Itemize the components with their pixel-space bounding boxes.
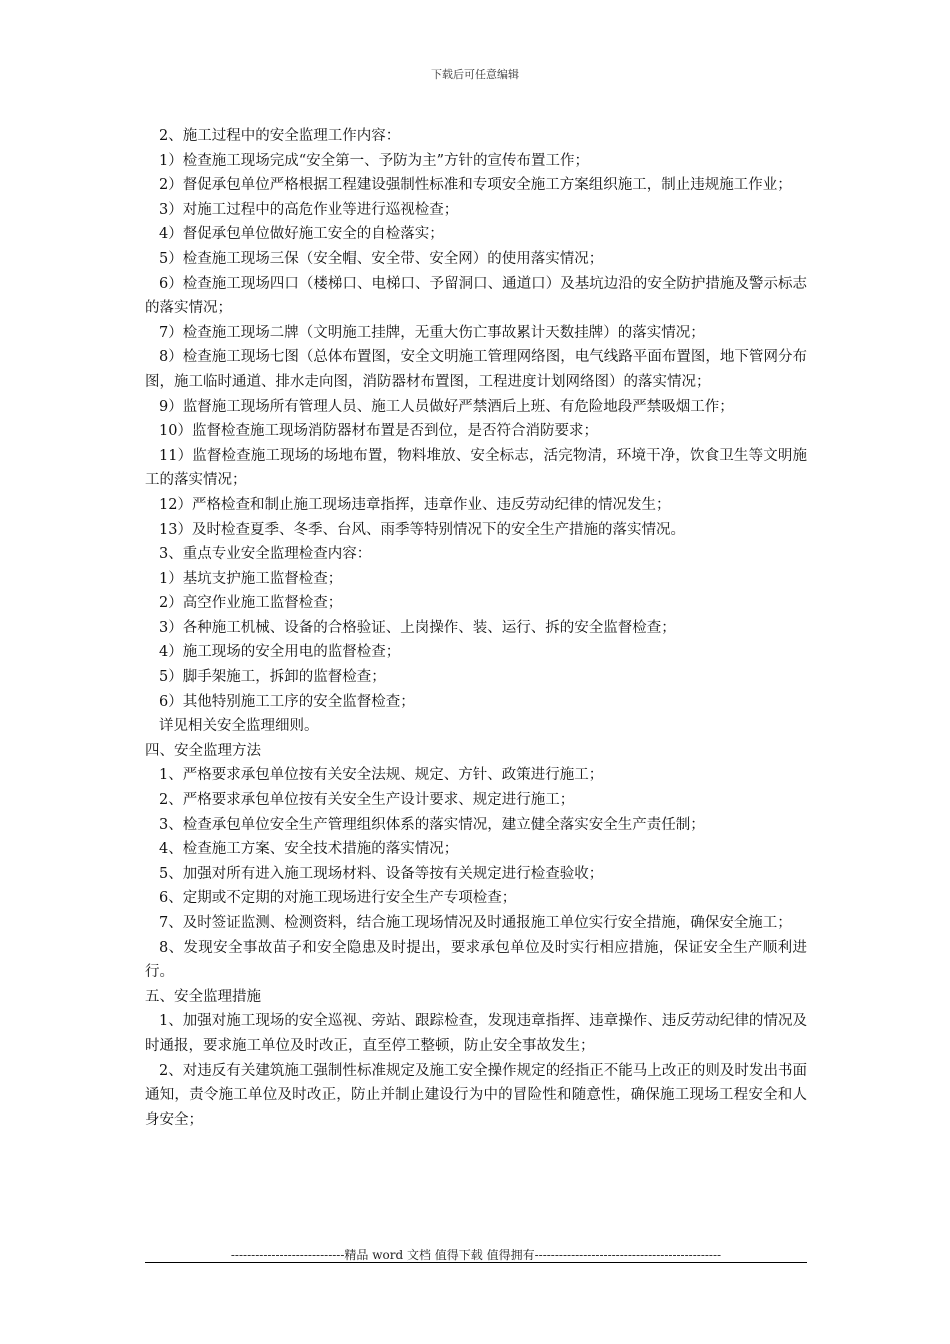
paragraph: 8、发现安全事故苗子和安全隐患及时提出，要求承包单位及时实行相应措施，保证安全生产顺利进行。 xyxy=(145,939,807,981)
paragraph: 6、定期或不定期的对施工现场进行安全生产专项检查； xyxy=(159,890,517,907)
paragraph: 3、检查承包单位安全生产管理组织体系的落实情况，建立健全落实安全生产责任制； xyxy=(159,816,705,833)
paragraph: 2、施工过程中的安全监理工作内容： xyxy=(159,128,401,144)
paragraph: 5）脚手架施工，拆卸的监督检查； xyxy=(159,669,386,686)
paragraph: 5）检查施工现场三保（安全帽、安全带、安全网）的使用落实情况； xyxy=(159,250,604,267)
paragraph: 4）督促承包单位做好施工安全的自检落实； xyxy=(159,226,444,243)
paragraph: 10）监督检查施工现场消防器材布置是否到位，是否符合消防要求； xyxy=(159,423,598,440)
paragraph: 2、严格要求承包单位按有关安全生产设计要求、规定进行施工； xyxy=(159,792,575,809)
paragraph: 1）基坑支护施工监督检查； xyxy=(159,570,343,587)
paragraph: 9）监督施工现场所有管理人员、施工人员做好严禁酒后上班、有危险地段严禁吸烟工作； xyxy=(159,398,734,415)
paragraph: 2）高空作业施工监督检查； xyxy=(159,595,343,612)
page-footer: ----------------------------精品 word 文档 值得下载 值得拥有---------------------------------------------- xyxy=(230,1248,722,1262)
paragraph: 2）督促承包单位严格根据工程建设强制性标准和专项安全施工方案组织施工，制止违规施工作业； xyxy=(159,177,792,194)
paragraph: 8）检查施工现场七图（总体布置图，安全文明施工管理网络图，电气线路平面布置图，地下管网分布图，施工临时通道、排水走向图，消防器材布置图，工程进度计划网络图）的落实情况； xyxy=(145,349,807,390)
paragraph: 1）检查施工现场完成“安全第一、予防为主”方针的宣传布置工作； xyxy=(159,152,590,169)
paragraph: 1、严格要求承包单位按有关安全法规、规定、方针、政策进行施工； xyxy=(159,767,604,784)
paragraph: 7）检查施工现场二牌（文明施工挂牌，无重大伤亡事故累计天数挂牌）的落实情况； xyxy=(159,324,705,341)
paragraph: 6）检查施工现场四口（楼梯口、电梯口、予留洞口、通道口）及基坑边沿的安全防护措施及警示标志的落实情况； xyxy=(145,275,807,317)
paragraph: 5、加强对所有进入施工现场材料、设备等按有关规定进行检查验收； xyxy=(159,865,604,882)
paragraph: 3）各种施工机械、设备的合格验证、上岗操作、装、运行、拆的安全监督检查； xyxy=(159,619,676,636)
paragraph: 详见相关安全监理细则。 xyxy=(159,718,319,735)
paragraph: 2、对违反有关建筑施工强制性标准规定及施工安全操作规定的经指正不能马上改正的则及时发出书面通知，责令施工单位及时改正，防止并制止建设行为中的冒险性和随意性，确保施工现场工程安全和人身安全； xyxy=(145,1062,807,1128)
paragraph: 3）对施工过程中的高危作业等进行巡视检查； xyxy=(159,201,459,218)
paragraph: 四、安全监理方法 xyxy=(145,742,261,759)
paragraph: 3、重点专业安全监理检查内容： xyxy=(159,546,372,563)
paragraph: 7、及时签证监测、检测资料，结合施工现场情况及时通报施工单位实行安全措施，确保安全施工； xyxy=(159,915,792,931)
paragraph: 五、安全监理措施 xyxy=(145,988,261,1005)
paragraph: 13）及时检查夏季、冬季、台风、雨季等特别情况下的安全生产措施的落实情况。 xyxy=(159,521,685,538)
document-body xyxy=(145,124,807,1132)
paragraph: 4）施工现场的安全用电的监督检查； xyxy=(159,644,401,661)
paragraph: 12）严格检查和制止施工现场违章指挥，违章作业、违反劳动纪律的情况发生； xyxy=(159,496,671,513)
paragraph: 4、检查施工方案、安全技术措施的落实情况； xyxy=(159,841,459,858)
page-header: 下载后可任意编辑 xyxy=(431,68,519,81)
footer-divider xyxy=(145,1262,807,1263)
paragraph: 1、加强对施工现场的安全巡视、旁站、跟踪检查，发现违章指挥、违章操作、违反劳动纪律的情况及时通报，要求施工单位及时改正，直至停工整顿，防止安全事故发生； xyxy=(145,1013,807,1054)
paragraph: 11）监督检查施工现场的场地布置，物料堆放、安全标志，活完物清，环境干净，饮食卫生等文明施工的落实情况； xyxy=(145,447,807,489)
paragraph: 6）其他特别施工工序的安全监督检查； xyxy=(159,693,415,710)
